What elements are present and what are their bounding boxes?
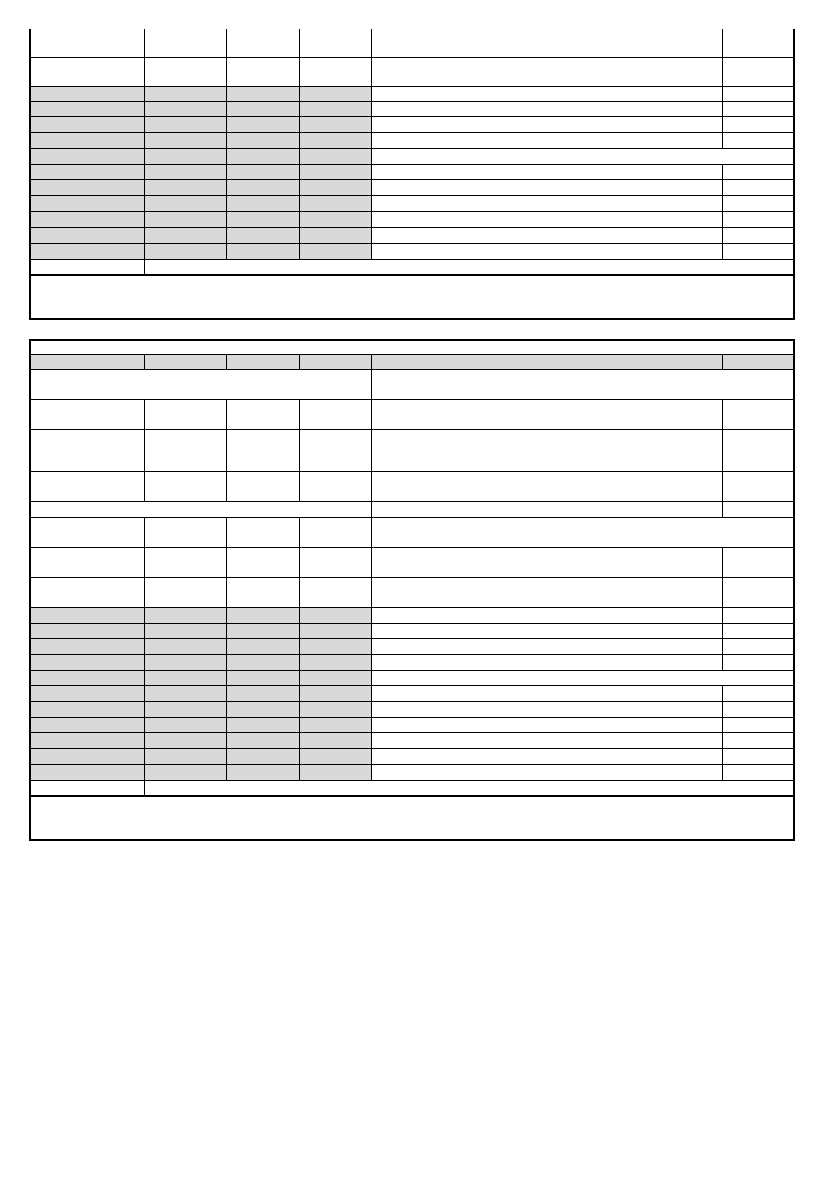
table1-row-10-cell-2: [227, 212, 300, 228]
table1-row-9-cell-1: [145, 196, 227, 212]
table1-row-2-cell-2: [227, 87, 300, 102]
table1-row-1-cell-4: [372, 58, 723, 87]
table1-row-1-cell-3: [300, 58, 372, 87]
table2-row-15-cell-1: [145, 718, 227, 733]
table1-row-0-cell-0: [29, 29, 145, 58]
table1-row-8-cell-0: [29, 180, 145, 196]
table1-row-0-cell-1: [145, 29, 227, 58]
table1-row-1-cell-0: [29, 58, 145, 87]
table2-row-14-cell-5: [723, 702, 795, 718]
table2-row-10-cell-3: [300, 639, 372, 655]
table2-row-12-cell-1: [145, 671, 227, 686]
table1-row-9-cell-4: [372, 196, 723, 212]
table-2: [29, 339, 795, 841]
table2-row-13-cell-2: [227, 686, 300, 702]
table1-row-6-cell-4: [372, 149, 795, 165]
table2-row-14-cell-4: [372, 702, 723, 718]
table2-row-1-cell-0: [29, 400, 145, 430]
table2-row-7-cell-3: [300, 578, 372, 608]
table2-row-3-cell-1: [145, 472, 227, 502]
table1-row-3-cell-4: [372, 102, 723, 117]
table1-row-12-cell-0: [29, 244, 145, 260]
table2-row-3-cell-0: [29, 472, 145, 502]
table2-column-header-4: [372, 355, 723, 370]
table2-row-9-cell-1: [145, 624, 227, 639]
table2-row-14-cell-0: [29, 702, 145, 718]
table2-row-11-cell-2: [227, 655, 300, 671]
table2-row-6-cell-3: [300, 548, 372, 578]
table1-row-11-cell-4: [372, 228, 723, 244]
table1-row-8-cell-4: [372, 180, 723, 196]
table2-row-1-cell-5: [723, 400, 795, 430]
table2-column-header-5: [723, 355, 795, 370]
table2-row-7-cell-2: [227, 578, 300, 608]
table2-row-10-cell-0: [29, 639, 145, 655]
table2-row-13-cell-4: [372, 686, 723, 702]
table2-row-9-cell-3: [300, 624, 372, 639]
table1-row-2-cell-3: [300, 87, 372, 102]
table2-row-7-cell-4: [372, 578, 723, 608]
table2-row-8-cell-1: [145, 608, 227, 624]
table2-row-17-cell-5: [723, 749, 795, 765]
table2-row-16-cell-1: [145, 733, 227, 749]
table2-row-2-cell-1: [145, 430, 227, 472]
table2-column-header-3: [300, 355, 372, 370]
table2-row-18-cell-1: [145, 765, 227, 781]
table2-row-7-cell-5: [723, 578, 795, 608]
table1-row-6-cell-3: [300, 149, 372, 165]
table2-title: [29, 339, 795, 355]
table2-row-13-cell-3: [300, 686, 372, 702]
table1-row-10-cell-4: [372, 212, 723, 228]
table2-row-6-cell-0: [29, 548, 145, 578]
table1-row-7-cell-5: [723, 165, 795, 180]
table1-row-7-cell-2: [227, 165, 300, 180]
table2-row-15-cell-4: [372, 718, 723, 733]
table2-row-17-cell-0: [29, 749, 145, 765]
table2-row-10-cell-4: [372, 639, 723, 655]
table2-row-14-cell-3: [300, 702, 372, 718]
table1-row-7-cell-3: [300, 165, 372, 180]
table2-column-header-1: [145, 355, 227, 370]
table1-row-9-cell-5: [723, 196, 795, 212]
table1-row-5-cell-2: [227, 133, 300, 149]
table1-row-3-cell-3: [300, 102, 372, 117]
table1-row-3-cell-5: [723, 102, 795, 117]
table2-row-11-cell-1: [145, 655, 227, 671]
table1-row-10-cell-0: [29, 212, 145, 228]
table1-row-0-cell-5: [723, 29, 795, 58]
table2-row-6-cell-4: [372, 548, 723, 578]
table1-row-10-cell-5: [723, 212, 795, 228]
table2-row-10-cell-1: [145, 639, 227, 655]
table2-row-13-cell-1: [145, 686, 227, 702]
table2-row-3-cell-4: [372, 472, 723, 502]
table1-row-4-cell-0: [29, 117, 145, 133]
table2-row-17-cell-1: [145, 749, 227, 765]
table2-row-17-cell-2: [227, 749, 300, 765]
table1-row-11-cell-0: [29, 228, 145, 244]
table2-row-4-cell-2: [723, 502, 795, 518]
table2-row-6-cell-1: [145, 548, 227, 578]
table1-row-11-cell-5: [723, 228, 795, 244]
table1-row-7-cell-4: [372, 165, 723, 180]
table2-row-3-cell-2: [227, 472, 300, 502]
table1-row-0-cell-4: [372, 29, 723, 58]
table2-row-2-cell-0: [29, 430, 145, 472]
table2-row-18-cell-5: [723, 765, 795, 781]
table1-notes: [29, 277, 795, 318]
table1-row-5-cell-3: [300, 133, 372, 149]
table2-row-5-cell-4: [372, 518, 795, 548]
table1-row-12-cell-5: [723, 244, 795, 260]
table1-row-4-cell-4: [372, 117, 723, 133]
table-1: [29, 29, 795, 320]
table2-row-16-cell-5: [723, 733, 795, 749]
table2-row-1-cell-2: [227, 400, 300, 430]
table2-row-3-cell-5: [723, 472, 795, 502]
table1-row-5-cell-1: [145, 133, 227, 149]
table1-row-9-cell-2: [227, 196, 300, 212]
table2-footer-label: [29, 781, 145, 797]
table1-row-3-cell-1: [145, 102, 227, 117]
table2-row-10-cell-5: [723, 639, 795, 655]
table1-footer-value: [145, 260, 795, 276]
table1-row-5-cell-4: [372, 133, 723, 149]
table1-row-12-cell-4: [372, 244, 723, 260]
table2-row-10-cell-2: [227, 639, 300, 655]
table1-row-10-cell-3: [300, 212, 372, 228]
table2-row-17-cell-4: [372, 749, 723, 765]
table2-row-1-cell-1: [145, 400, 227, 430]
table2-row-11-cell-0: [29, 655, 145, 671]
table2-row-7-cell-1: [145, 578, 227, 608]
table1-row-12-cell-3: [300, 244, 372, 260]
table2-row-6-cell-5: [723, 548, 795, 578]
table1-row-12-cell-2: [227, 244, 300, 260]
table2-row-2-cell-4: [372, 430, 723, 472]
table2-row-15-cell-5: [723, 718, 795, 733]
table2-row-13-cell-5: [723, 686, 795, 702]
table2-row-3-cell-3: [300, 472, 372, 502]
table1-row-8-cell-2: [227, 180, 300, 196]
table1-row-8-cell-3: [300, 180, 372, 196]
table1-row-4-cell-1: [145, 117, 227, 133]
table1-row-6-cell-1: [145, 149, 227, 165]
table2-row-9-cell-5: [723, 624, 795, 639]
table1-row-2-cell-1: [145, 87, 227, 102]
table2-row-16-cell-4: [372, 733, 723, 749]
table2-row-4-cell-0: [29, 502, 372, 518]
table2-column-header-0: [29, 355, 145, 370]
table2-footer-value: [145, 781, 795, 797]
table2-row-11-cell-5: [723, 655, 795, 671]
table2-row-16-cell-3: [300, 733, 372, 749]
table1-row-2-cell-4: [372, 87, 723, 102]
table1-row-11-cell-1: [145, 228, 227, 244]
table1-row-5-cell-5: [723, 133, 795, 149]
table1-row-1-cell-5: [723, 58, 795, 87]
table1-row-11-cell-3: [300, 228, 372, 244]
table1-row-12-cell-1: [145, 244, 227, 260]
table1-row-3-cell-0: [29, 102, 145, 117]
table2-row-9-cell-0: [29, 624, 145, 639]
table1-row-4-cell-5: [723, 117, 795, 133]
table2-column-header-2: [227, 355, 300, 370]
table2-row-1-cell-4: [372, 400, 723, 430]
table1-row-8-cell-5: [723, 180, 795, 196]
table2-row-8-cell-5: [723, 608, 795, 624]
table2-row-15-cell-3: [300, 718, 372, 733]
table1-row-9-cell-0: [29, 196, 145, 212]
table2-row-17-cell-3: [300, 749, 372, 765]
table2-row-0-cell-0: [29, 370, 372, 400]
table2-row-12-cell-4: [372, 671, 795, 686]
table1-row-9-cell-3: [300, 196, 372, 212]
table1-row-7-cell-0: [29, 165, 145, 180]
table2-row-18-cell-0: [29, 765, 145, 781]
table1-footer-label: [29, 260, 145, 276]
table2-row-18-cell-3: [300, 765, 372, 781]
table2-row-8-cell-2: [227, 608, 300, 624]
table1-row-3-cell-2: [227, 102, 300, 117]
table2-row-2-cell-5: [723, 430, 795, 472]
table1-row-6-cell-0: [29, 149, 145, 165]
table2-row-5-cell-2: [227, 518, 300, 548]
table2-row-11-cell-3: [300, 655, 372, 671]
table2-row-14-cell-2: [227, 702, 300, 718]
table1-row-2-cell-5: [723, 87, 795, 102]
table1-row-5-cell-0: [29, 133, 145, 149]
table1-row-1-cell-1: [145, 58, 227, 87]
table2-row-7-cell-0: [29, 578, 145, 608]
table1-row-11-cell-2: [227, 228, 300, 244]
table1-row-7-cell-1: [145, 165, 227, 180]
table2-row-8-cell-4: [372, 608, 723, 624]
table2-row-2-cell-2: [227, 430, 300, 472]
table2-row-8-cell-3: [300, 608, 372, 624]
table2-row-13-cell-0: [29, 686, 145, 702]
table2-row-5-cell-0: [29, 518, 145, 548]
table1-row-2-cell-0: [29, 87, 145, 102]
table2-row-12-cell-2: [227, 671, 300, 686]
table2-row-18-cell-2: [227, 765, 300, 781]
table1-row-8-cell-1: [145, 180, 227, 196]
table2-row-9-cell-2: [227, 624, 300, 639]
table1-row-0-cell-2: [227, 29, 300, 58]
table1-row-4-cell-3: [300, 117, 372, 133]
table1-row-1-cell-2: [227, 58, 300, 87]
table2-notes: [29, 798, 795, 839]
table2-row-2-cell-3: [300, 430, 372, 472]
table2-row-15-cell-2: [227, 718, 300, 733]
table2-row-15-cell-0: [29, 718, 145, 733]
table1-row-0-cell-3: [300, 29, 372, 58]
table2-row-9-cell-4: [372, 624, 723, 639]
table1-row-10-cell-1: [145, 212, 227, 228]
table2-row-12-cell-0: [29, 671, 145, 686]
table2-row-1-cell-3: [300, 400, 372, 430]
table2-row-6-cell-2: [227, 548, 300, 578]
table2-row-11-cell-4: [372, 655, 723, 671]
table2-row-5-cell-3: [300, 518, 372, 548]
table2-row-14-cell-1: [145, 702, 227, 718]
table2-row-16-cell-2: [227, 733, 300, 749]
table1-row-4-cell-2: [227, 117, 300, 133]
table1-row-6-cell-2: [227, 149, 300, 165]
table2-row-8-cell-0: [29, 608, 145, 624]
table2-row-5-cell-1: [145, 518, 227, 548]
table2-row-4-cell-1: [372, 502, 723, 518]
table2-row-16-cell-0: [29, 733, 145, 749]
table2-row-18-cell-4: [372, 765, 723, 781]
table2-row-12-cell-3: [300, 671, 372, 686]
table2-row-0-cell-1: [372, 370, 795, 400]
